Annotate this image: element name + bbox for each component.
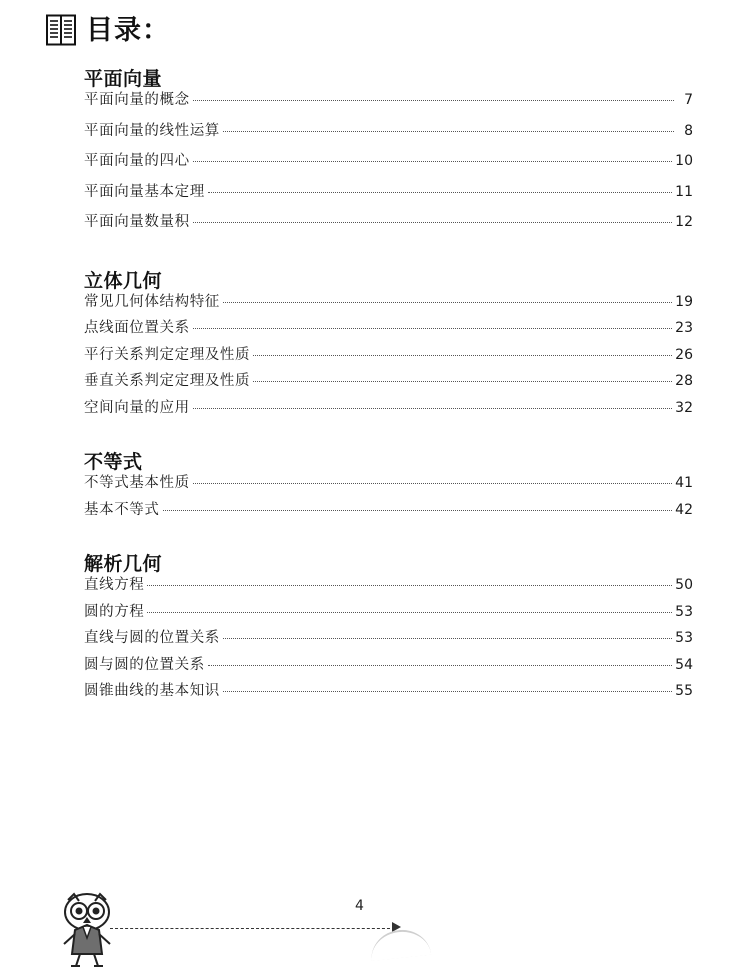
leader-dots [208,664,672,666]
toc-section [0,549,751,711]
toc-entry-page: 8 [684,122,693,139]
toc-entry[interactable] [84,401,693,428]
leader-dots [223,637,672,639]
section-title: 平面向量 [84,68,163,90]
toc-entry-label: 圆的方程 [84,603,145,620]
toc-list [0,46,751,711]
toc-entry[interactable] [84,476,693,503]
toc-entry-page: 26 [675,346,693,363]
leader-dots [253,354,672,356]
leader-dots [193,221,672,223]
toc-entry[interactable] [84,321,693,348]
toc-entry-label: 平面向量的概念 [84,92,190,108]
toc-entry-page: 19 [675,293,693,310]
toc-entry-label: 平面向量基本定理 [84,183,205,200]
toc-header [0,0,751,46]
toc-entry[interactable] [84,295,693,322]
toc-entry-label: 平行关系判定定理及性质 [84,346,251,363]
leader-dots [223,301,672,303]
footer-divider [110,928,395,929]
leader-dots [147,584,672,586]
toc-entry-page: 28 [675,373,693,389]
toc-entry[interactable] [84,684,693,711]
toc-entry-label: 直线方程 [84,577,145,593]
leader-dots [193,407,672,409]
toc-entry[interactable] [84,124,693,155]
toc-entry-label: 平面向量的四心 [84,153,190,169]
toc-entry[interactable] [84,503,693,530]
toc-section [0,447,751,529]
toc-entry-page: 54 [675,656,693,673]
section-title: 立体几何 [84,269,163,292]
toc-entry-page: 7 [684,92,693,108]
toc-entry-label: 圆与圆的位置关系 [84,656,205,673]
leader-dots [208,191,672,193]
toc-entry[interactable] [84,658,693,685]
toc-entry-page: 42 [675,501,693,518]
toc-entry[interactable] [84,185,693,216]
toc-entry-page: 32 [675,399,693,416]
toc-entry-label: 空间向量的应用 [84,399,190,416]
footer-swoosh-decoration [369,927,432,961]
page-title: 目录： [86,14,170,46]
leader-dots [223,690,672,692]
toc-entry-page: 10 [675,153,693,169]
toc-section [0,266,751,428]
toc-entry-page: 53 [675,630,693,646]
toc-entry-page: 50 [675,577,693,593]
toc-entry-page: 11 [675,183,693,200]
toc-entry-page: 23 [675,320,693,336]
toc-entry-label: 圆锥曲线的基本知识 [84,683,220,699]
toc-entry-page: 41 [675,475,693,491]
toc-entry-label: 垂直关系判定定理及性质 [84,373,251,389]
toc-entry-page: 12 [675,214,693,230]
leader-dots [193,160,672,162]
leader-dots [163,509,673,511]
toc-entry-label: 点线面位置关系 [84,320,190,336]
book-icon [46,14,76,46]
toc-entry-page: 55 [675,683,693,699]
toc-entry[interactable] [84,578,693,605]
toc-section [0,64,751,246]
leader-dots [147,611,672,613]
owl-mascot-icon [56,892,118,968]
leader-dots [193,482,672,484]
toc-entry-label: 常见几何体结构特征 [84,293,220,310]
toc-entry-page: 53 [675,603,693,620]
toc-entry-label: 平面向量数量积 [84,214,190,230]
toc-entry[interactable] [84,631,693,658]
page-footer [0,890,751,970]
toc-entry-label: 平面向量的线性运算 [84,122,220,139]
section-title: 不等式 [84,451,143,473]
leader-dots [253,380,672,382]
toc-entry[interactable] [84,93,693,124]
toc-entry[interactable] [84,374,693,401]
leader-dots [193,327,672,329]
toc-entry[interactable] [84,605,693,632]
leader-dots [223,130,674,132]
toc-entry-label: 不等式基本性质 [84,475,190,491]
toc-entry-label: 基本不等式 [84,501,160,518]
section-title: 解析几何 [84,553,163,575]
leader-dots [193,99,674,101]
page-number: 4 [355,898,364,914]
toc-entry[interactable] [84,348,693,375]
toc-entry[interactable] [84,215,693,246]
toc-entry[interactable] [84,154,693,185]
toc-entry-label: 直线与圆的位置关系 [84,630,220,646]
